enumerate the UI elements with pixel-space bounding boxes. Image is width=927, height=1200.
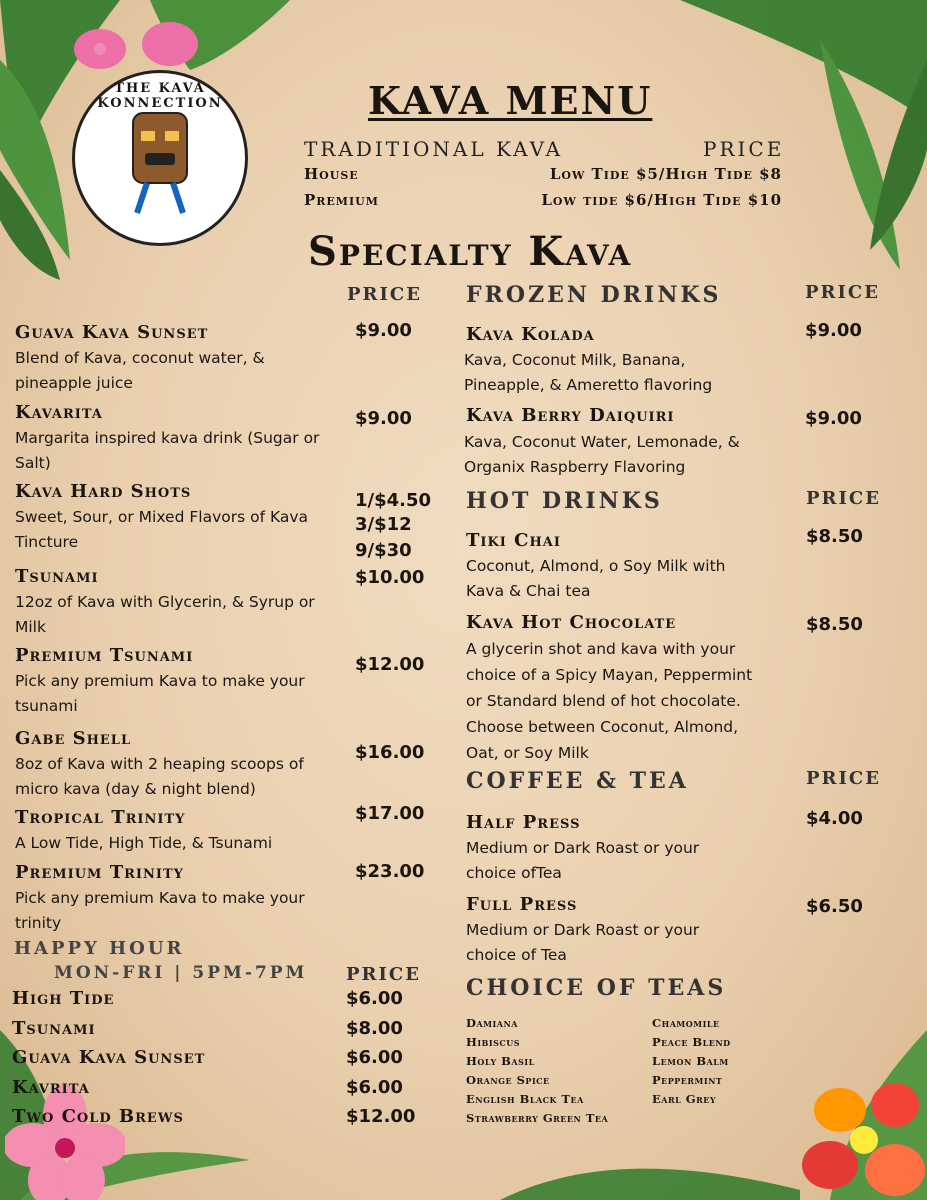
- menu-item-price: $4.00: [806, 808, 863, 829]
- logo: [72, 70, 248, 246]
- menu-item-name: Gabe Shell: [15, 728, 132, 749]
- happy-hour-item: Guava Kava Sunset: [12, 1047, 206, 1068]
- menu-item-name: Kava Berry Daiquiri: [466, 405, 675, 426]
- tea-item: Lemon Balm: [652, 1054, 729, 1068]
- menu-item-name: Kavarita: [15, 402, 103, 423]
- menu-item-desc: Medium or Dark Roast or your choice ofTea: [466, 839, 700, 882]
- happy-hour-price: $6.00: [346, 1047, 403, 1068]
- happy-hour-price: $6.00: [346, 988, 403, 1009]
- menu-item-name: Half Press: [466, 812, 581, 833]
- happy-hour-price: $6.00: [346, 1077, 403, 1098]
- menu-item-desc: Blend of Kava, coconut water, & pineapple juice: [15, 349, 265, 392]
- menu-item-name: Premium Trinity: [15, 862, 184, 883]
- menu-item-desc: Kava, Coconut Water, Lemonade, & Organix Raspberry Flavoring: [464, 433, 740, 476]
- happy-hour-heading: HAPPY HOUR: [14, 938, 185, 959]
- menu-item-desc: Pick any premium Kava to make your tsunami: [15, 672, 305, 715]
- menu-item-price: $9.00: [805, 320, 862, 341]
- traditional-heading: TRADITIONAL KAVA: [304, 137, 564, 161]
- menu-item-price: 1/$4.50: [355, 490, 432, 511]
- menu-item-price: 3/$12: [355, 514, 412, 535]
- hibiscus-flower-bottom-left: [5, 1080, 125, 1200]
- menu-item-price: $8.50: [806, 614, 863, 635]
- tea-item: Peace Blend: [652, 1035, 731, 1049]
- menu-item-price: $9.00: [355, 320, 412, 341]
- menu-item-price: $23.00: [355, 861, 425, 882]
- menu-item-name: Guava Kava Sunset: [15, 322, 209, 343]
- menu-item-name: Tropical Trinity: [15, 807, 186, 828]
- menu-item-name: Premium Tsunami: [15, 645, 194, 666]
- menu-item-price: 9/$30: [355, 540, 412, 561]
- menu-item-name: Kava Hard Shots: [15, 481, 192, 502]
- happy-hour-price: $12.00: [346, 1106, 416, 1127]
- tea-item: English Black Tea: [466, 1092, 584, 1106]
- tea-item: Strawberry Green Tea: [466, 1111, 609, 1125]
- menu-item-name: Kava Kolada: [466, 324, 595, 345]
- specialty-price-heading: PRICE: [347, 284, 422, 305]
- menu-item-name: Tiki Chai: [466, 530, 561, 551]
- menu-item-desc: Margarita inspired kava drink (Sugar or Salt): [15, 429, 320, 472]
- menu-item-price: $17.00: [355, 803, 425, 824]
- traditional-row-price: Low tide $6/High Tide $10: [541, 191, 782, 209]
- specialty-heading: Specialty Kava: [308, 228, 633, 275]
- menu-item-desc: Sweet, Sour, or Mixed Flavors of Kava Tincture: [15, 508, 309, 551]
- tea-item: Earl Grey: [652, 1092, 717, 1106]
- happy-hour-price: $8.00: [346, 1018, 403, 1039]
- tea-item: Peppermint: [652, 1073, 723, 1087]
- traditional-row-price: Low Tide $5/High Tide $8: [549, 165, 782, 183]
- menu-item-price: $16.00: [355, 742, 425, 763]
- menu-item-price: $8.50: [806, 526, 863, 547]
- menu-item-desc: 8oz of Kava with 2 heaping scoops of micro kava (day & night blend): [15, 755, 304, 798]
- coffee-heading: COFFEE & TEA: [466, 768, 689, 794]
- teas-left-list: [466, 1014, 608, 1128]
- coffee-price-heading: PRICE: [806, 768, 881, 789]
- traditional-price-heading: PRICE: [703, 137, 785, 161]
- hot-price-heading: PRICE: [806, 488, 881, 509]
- menu-item-desc: Kava, Coconut Milk, Banana, Pineapple, & Ameretto flavoring: [464, 351, 713, 394]
- teas-heading: CHOICE OF TEAS: [466, 975, 727, 1001]
- menu-item-name: Tsunami: [15, 566, 99, 587]
- menu-item-name: Full Press: [466, 894, 578, 915]
- happy-hour-item: Kavrita: [12, 1077, 90, 1098]
- logo-text: THE KAVA KONNECTION: [97, 81, 223, 111]
- tropical-flower-bottom-right: [800, 1080, 927, 1200]
- happy-hour-time: MON-FRI | 5PM-7PM: [54, 963, 308, 983]
- happy-hour-item: High Tide: [12, 988, 115, 1009]
- menu-item-desc: Pick any premium Kava to make your trinity: [15, 889, 305, 932]
- frozen-price-heading: PRICE: [805, 282, 880, 303]
- hot-heading: HOT DRINKS: [466, 488, 663, 514]
- tea-item: Orange Spice: [466, 1073, 550, 1087]
- menu-item-desc: A Low Tide, High Tide, & Tsunami: [15, 834, 273, 852]
- menu-title: KAVA MENU: [368, 78, 653, 123]
- menu-item-desc: A glycerin shot and kava with your choice of a Spicy Mayan, Peppermint or Standard blend of hot chocolate. Choose between Coconut, Almond, Oat, or Soy Milk: [466, 640, 753, 762]
- frozen-heading: FROZEN DRINKS: [466, 282, 722, 308]
- menu-item-price: $10.00: [355, 567, 425, 588]
- teas-right-list: [652, 1014, 731, 1109]
- menu-item-price: $9.00: [805, 408, 862, 429]
- tea-item: Hibiscus: [466, 1035, 521, 1049]
- menu-item-desc: Medium or Dark Roast or your choice of Tea: [466, 921, 700, 964]
- menu-item-price: $9.00: [355, 408, 412, 429]
- tea-item: Chamomile: [652, 1016, 720, 1030]
- menu-item-name: Kava Hot Chocolate: [466, 612, 677, 633]
- happy-hour-item: Tsunami: [12, 1018, 96, 1039]
- traditional-row-name: House: [304, 165, 359, 183]
- menu-item-price: $12.00: [355, 654, 425, 675]
- happy-hour-item: Two Cold Brews: [12, 1106, 184, 1127]
- traditional-row-name: Premium: [304, 191, 379, 209]
- menu-item-desc: Coconut, Almond, o Soy Milk with Kava & Chai tea: [466, 557, 726, 600]
- tea-item: Damiana: [466, 1016, 519, 1030]
- menu-item-desc: 12oz of Kava with Glycerin, & Syrup or Milk: [15, 593, 315, 636]
- hibiscus-flower-top-left: [60, 14, 210, 84]
- menu-item-price: $6.50: [806, 896, 863, 917]
- tea-item: Holy Basil: [466, 1054, 535, 1068]
- happy-hour-price-heading: PRICE: [346, 964, 421, 985]
